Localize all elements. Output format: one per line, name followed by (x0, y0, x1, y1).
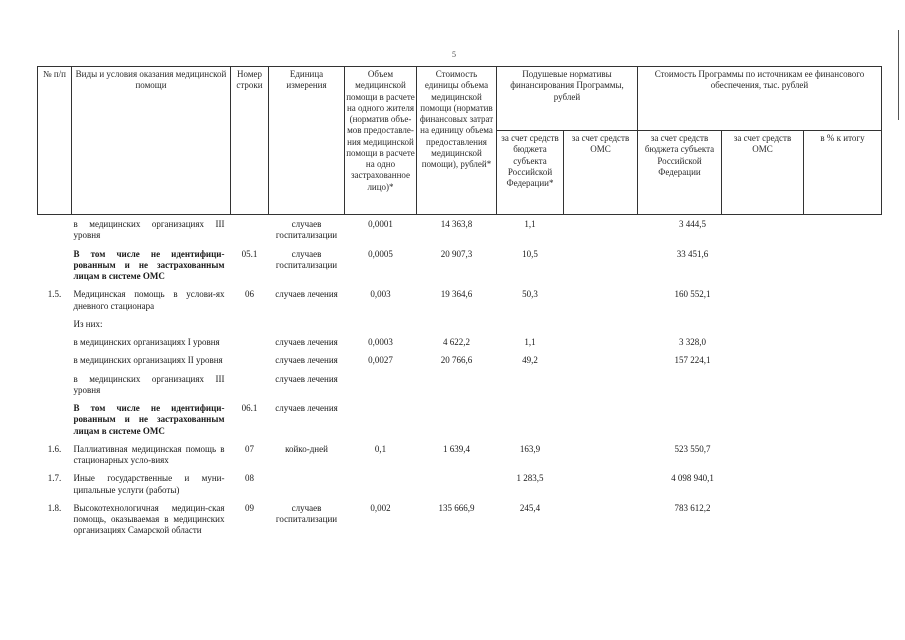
row-cost: 20 907,3 (440, 248, 473, 259)
row-program-budget: 523 550,7 (674, 443, 711, 454)
row-volume (345, 315, 417, 333)
row-program-oms (722, 245, 804, 286)
row-program-oms (722, 285, 804, 315)
table-body (38, 215, 882, 540)
row-code: 06.1 (241, 403, 258, 413)
row-name: Медицинская помощь в услови-ях дневного стационара (73, 289, 225, 311)
row-program-oms (722, 215, 804, 245)
row-per-capita-budget: 1,1 (524, 337, 536, 347)
row-number (38, 245, 72, 286)
row-name: Иные государственные и муни-ципальные услуги (работы) (73, 473, 225, 495)
header-per-capita-oms: за счет средств ОМС (564, 131, 638, 215)
header-row-number: Номер строки (231, 67, 269, 215)
row-unit: случаев госпитализации (275, 502, 338, 524)
row-program-budget: 33 451,6 (676, 248, 709, 259)
header-program-cost: Стоимость Программы по источникам ее финансового обеспечения, тыс. рублей (638, 67, 882, 131)
row-program-pct (804, 370, 882, 400)
row-volume (345, 469, 417, 499)
row-number (38, 333, 72, 351)
table-row (38, 333, 882, 351)
row-program-oms (722, 499, 804, 540)
table-row (38, 315, 882, 333)
row-program-budget (638, 370, 722, 400)
row-unit: случаев лечения (275, 289, 338, 300)
row-volume: 0,0005 (368, 248, 393, 259)
row-program-oms (722, 370, 804, 400)
row-program-oms (722, 399, 804, 440)
row-code: 09 (245, 502, 254, 513)
table-header (38, 67, 882, 215)
row-per-capita-oms (564, 245, 638, 286)
row-volume (345, 399, 417, 440)
row-program-budget: 3 328,0 (679, 337, 706, 347)
row-unit: случаев госпитализации (275, 219, 338, 241)
row-name: в медицинских организациях I уровня (73, 337, 220, 347)
row-cost: 20 766,6 (440, 355, 473, 366)
row-program-oms (722, 315, 804, 333)
row-unit (269, 469, 345, 499)
row-per-capita-budget: 1,1 (524, 219, 536, 229)
row-name: В том числе не идентифици-рованным и не застрахованным лицам в системе ОМС (73, 248, 225, 281)
row-volume: 0,002 (370, 502, 391, 513)
row-volume: 0,0027 (368, 355, 393, 366)
row-program-pct (804, 469, 882, 499)
row-number (38, 399, 72, 440)
row-unit: случаев госпитализации (275, 248, 338, 270)
header-no: № п/п (38, 67, 72, 215)
row-volume: 0,0001 (368, 219, 393, 229)
header-cost: Стоимость единицы объема медицинской помощи (норматив финансовых затрат на единицу объема предоставления медицинской помощи), рублей* (417, 67, 497, 215)
row-name: Высокотехнологичная медицин-ская помощь, оказываемая в медицинских организациях Самарской области (73, 502, 225, 536)
row-code: 06 (245, 289, 254, 300)
header-unit: Единица измерения (269, 67, 345, 215)
table-row (38, 499, 882, 540)
row-program-budget: 157 224,1 (674, 355, 711, 366)
row-unit: койко-дней (285, 443, 328, 454)
table-row (38, 370, 882, 400)
row-program-pct (804, 315, 882, 333)
header-program-pct: в % к итогу (804, 131, 882, 215)
row-number: 1.5. (47, 289, 62, 300)
row-unit: случаев лечения (275, 373, 338, 384)
row-program-pct (804, 245, 882, 286)
row-number (38, 315, 72, 333)
row-per-capita-oms (564, 215, 638, 245)
row-per-capita-oms (564, 499, 638, 540)
row-program-budget: 4 098 940,1 (671, 473, 714, 484)
row-code (231, 333, 269, 351)
row-cost (417, 399, 497, 440)
header-program-budget: за счет средств бюджета субъекта Российской Федерации (638, 131, 722, 215)
row-name: в медицинских организациях II уровня (73, 355, 223, 366)
row-program-pct (804, 399, 882, 440)
header-per-capita-budget: за счет средств бюджета субъекта Российской Федерации* (497, 131, 564, 215)
row-program-pct (804, 499, 882, 540)
row-unit: случаев лечения (275, 355, 338, 366)
row-per-capita-budget (497, 399, 564, 440)
row-program-pct (804, 285, 882, 315)
row-cost: 4 622,2 (443, 337, 470, 347)
header-volume: Объем медицинской помощи в расчете на одного жителя (норматив объе-мов предоставле-ния медицинской помощи в расчете на одно застрахованное лицо)* (345, 67, 417, 215)
row-code (231, 351, 269, 369)
row-program-oms (722, 351, 804, 369)
table-row (38, 245, 882, 286)
row-name: Паллиативная медицинская помощь в стационарных усло-виях (73, 443, 225, 465)
row-program-budget: 3 444,5 (679, 219, 706, 229)
row-volume: 0,003 (370, 289, 391, 300)
row-per-capita-oms (564, 351, 638, 369)
row-volume: 0,1 (374, 443, 387, 454)
row-program-oms (722, 333, 804, 351)
row-per-capita-budget: 245,4 (519, 502, 541, 513)
header-kind: Виды и условия оказания медицинской помощи (72, 67, 231, 215)
row-program-pct (804, 351, 882, 369)
row-number: 1.8. (47, 502, 62, 513)
row-per-capita-oms (564, 370, 638, 400)
header-program-oms: за счет средств ОМС (722, 131, 804, 215)
row-name: Из них: (73, 318, 103, 329)
row-cost: 14 363,8 (440, 219, 473, 229)
row-per-capita-budget (497, 370, 564, 400)
row-cost: 1 639,4 (443, 443, 470, 454)
row-code (231, 370, 269, 400)
row-per-capita-budget: 50,3 (522, 289, 538, 300)
row-cost (417, 315, 497, 333)
row-per-capita-oms (564, 469, 638, 499)
row-program-oms (722, 440, 804, 470)
row-name: в медицинских организациях III уровня (73, 373, 225, 395)
row-number (38, 215, 72, 245)
row-per-capita-budget: 163,9 (519, 443, 541, 454)
row-cost: 135 666,9 (438, 502, 475, 513)
table-row (38, 399, 882, 440)
row-code: 05.1 (241, 248, 258, 259)
row-program-pct (804, 333, 882, 351)
row-unit: случаев лечения (275, 337, 338, 347)
row-code: 07 (245, 443, 254, 454)
table-row (38, 351, 882, 369)
financing-table (37, 66, 882, 540)
row-unit (269, 315, 345, 333)
row-cost (417, 370, 497, 400)
table-row (38, 440, 882, 470)
row-per-capita-oms (564, 399, 638, 440)
row-per-capita-oms (564, 440, 638, 470)
row-number (38, 351, 72, 369)
row-unit: случаев лечения (275, 403, 338, 413)
row-number: 1.6. (47, 443, 62, 454)
row-program-budget (638, 315, 722, 333)
row-program-budget: 783 612,2 (674, 502, 711, 513)
row-program-budget (638, 399, 722, 440)
table-row (38, 285, 882, 315)
row-code: 08 (245, 473, 254, 484)
row-per-capita-budget: 10,5 (522, 248, 538, 259)
row-program-pct (804, 440, 882, 470)
row-program-pct (804, 215, 882, 245)
row-program-budget: 160 552,1 (674, 289, 711, 300)
row-program-oms (722, 469, 804, 499)
row-per-capita-budget: 1 283,5 (516, 473, 544, 484)
row-per-capita-budget (497, 315, 564, 333)
row-cost: 19 364,6 (440, 289, 473, 300)
row-name: В том числе не идентифици-рованным и не застрахованным лицам в системе ОМС (73, 403, 225, 436)
page-number: 5 (452, 50, 456, 59)
row-code (231, 315, 269, 333)
row-cost (417, 469, 497, 499)
header-per-capita: Подушевые нормативы финансирования Программы, рублей (497, 67, 638, 131)
row-per-capita-oms (564, 315, 638, 333)
row-volume: 0,0003 (368, 337, 393, 347)
table-row (38, 469, 882, 499)
table-row (38, 215, 882, 245)
row-number: 1.7. (47, 473, 62, 484)
row-name: в медицинских организациях III уровня (73, 219, 225, 241)
scan-edge-line (898, 30, 899, 120)
row-per-capita-oms (564, 285, 638, 315)
row-code (231, 215, 269, 245)
row-volume (345, 370, 417, 400)
row-per-capita-budget: 49,2 (522, 355, 538, 366)
row-number (38, 370, 72, 400)
row-per-capita-oms (564, 333, 638, 351)
